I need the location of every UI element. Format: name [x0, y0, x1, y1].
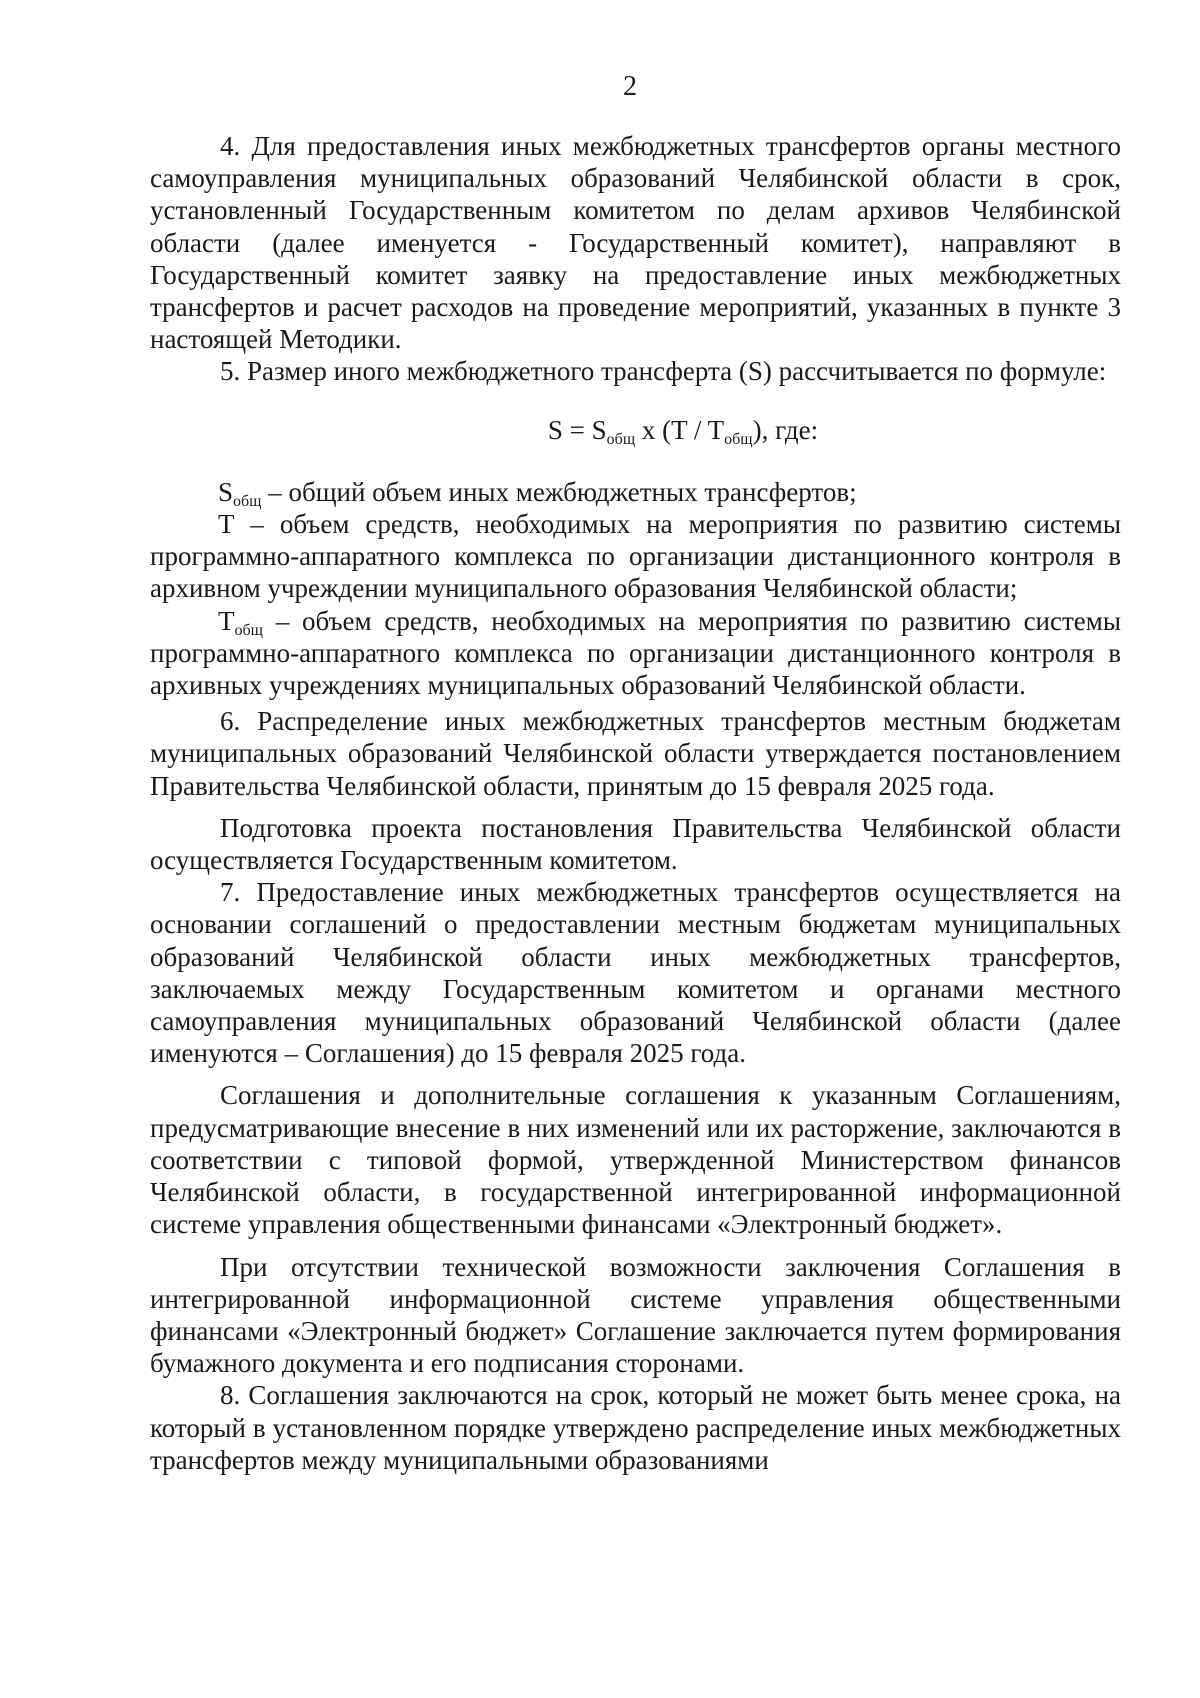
- formula-subscript-1: общ: [606, 430, 636, 448]
- formula-lhs: S = S: [547, 414, 607, 445]
- definition-s-symbol: S: [218, 476, 234, 507]
- paragraph-item-8: 8. Соглашения заключаются на срок, который не может быть менее срока, на который в установленном порядке утверждено распределение иных межбюджетных трансфертов между муниципальными образованиями: [150, 1380, 1121, 1475]
- paragraph-item-5: 5. Размер иного межбюджетного трансферта (S) рассчитывается по формуле:: [220, 356, 1107, 387]
- definition-s-subscript: общ: [233, 492, 262, 510]
- paragraph-item-7-agreements: Соглашения и дополнительные соглашения к указанным Соглашениям, предусматривающие внесение в них изменений или их расторжение, заключаются в соответствии с типовой формой, утвержденной Министерством финансов Челябинской области, в государственной интегрированной информационной системе управления общественными финансами «Электронный бюджет».: [150, 1080, 1121, 1240]
- page-number: 2: [623, 71, 637, 102]
- paragraph-item-6-note: Подготовка проекта постановления Правительства Челябинской области осуществляется Государственным комитетом.: [150, 812, 1121, 876]
- definition-t-total: [150, 605, 1121, 702]
- formula-middle: x (T / T: [635, 414, 725, 445]
- definition-t-total-symbol: Т: [218, 605, 235, 636]
- definition-t-total-subscript: общ: [234, 621, 263, 639]
- paragraph-item-7-paper: При отсутствии технической возможности заключения Соглашения в интегрированной информационной системе управления общественными финансами «Электронный бюджет» Соглашение заключается путем формирования бумажного документа и его подписания сторонами.: [150, 1251, 1121, 1379]
- paragraph-item-6: 6. Распределение иных межбюджетных трансфертов местным бюджетам муниципальных образований Челябинской области утверждается постановлением Правительства Челябинской области, принятым до 15 февраля 2025 года.: [150, 706, 1121, 801]
- paragraph-item-4: 4. Для предоставления иных межбюджетных трансфертов органы местного самоуправления муниципальных образований Челябинской области в срок, установленный Государственным комитетом по делам архивов Челябинской области (далее именуется - Государственный комитет), направляют в Государственный комитет заявку на предоставление иных межбюджетных трансфертов и расчет расходов на проведение мероприятий, указанных в пункте 3 настоящей Методики.: [150, 131, 1121, 355]
- definition-s-total: [150, 476, 1121, 508]
- formula-tail: ), где:: [752, 414, 819, 445]
- definition-s-text: – общий объем иных межбюджетных трансфертов;: [261, 476, 857, 507]
- definition-t: Т – объем средств, необходимых на мероприятия по развитию системы программно-аппаратного комплекса по организации дистанционного контроля в архивном учреждении муниципального образования Челябинской области;: [150, 509, 1121, 604]
- definition-t-total-text: – объем средств, необходимых на мероприятия по развитию системы программно-аппаратного комплекса по организации дистанционного контроля в архивных учреждениях муниципальных образований Челябинской области.: [150, 605, 1121, 701]
- formula-subscript-2: общ: [724, 430, 753, 448]
- document-body: [150, 130, 1121, 1476]
- formula: [150, 414, 1121, 446]
- paragraph-item-7: 7. Предоставление иных межбюджетных трансфертов осуществляется на основании соглашений о предоставлении местным бюджетам муниципальных образований Челябинской области иных межбюджетных трансфертов, заключаемых между Государственным комитетом и органами местного самоуправления муниципальных образований Челябинской области (далее именуются – Соглашения) до 15 февраля 2025 года.: [150, 877, 1121, 1069]
